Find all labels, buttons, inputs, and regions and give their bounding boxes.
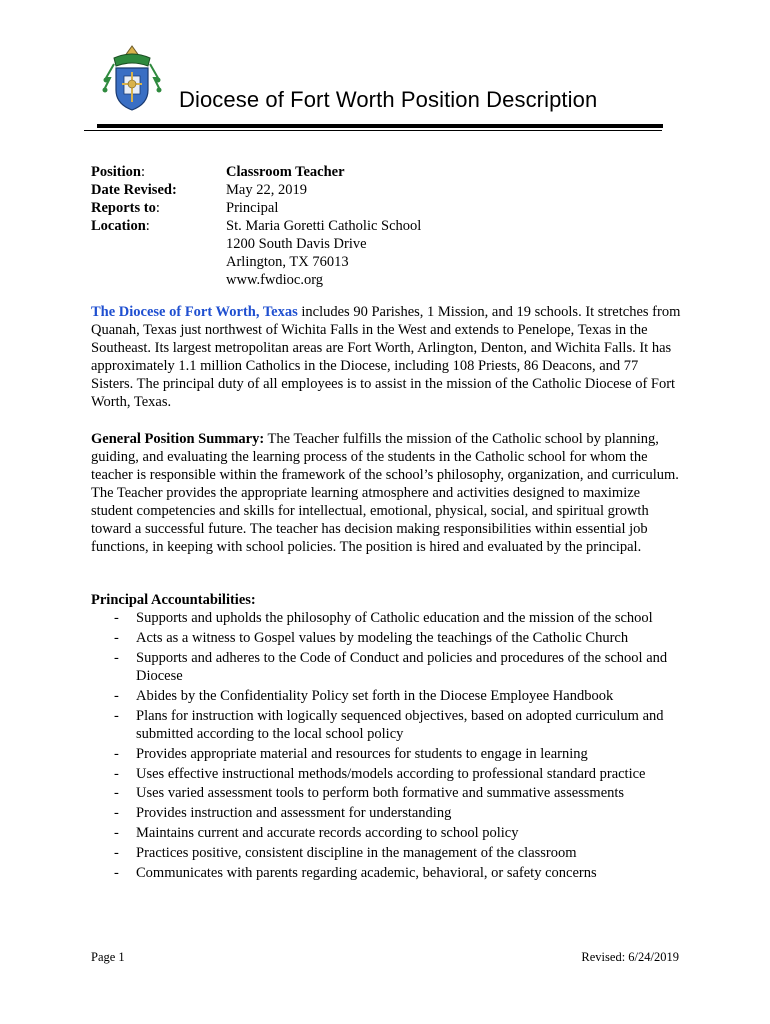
list-item-text: Acts as a witness to Gospel values by modeling the teachings of the Catholic Church xyxy=(136,629,629,646)
list-item-text: Provides appropriate material and resources for students to engage in learning xyxy=(136,745,588,762)
bullet-dash: - xyxy=(114,745,119,762)
info-value-position: Classroom Teacher xyxy=(226,164,345,180)
list-item xyxy=(91,629,681,647)
info-value-address: 1200 South Davis Drive xyxy=(226,236,367,252)
accountabilities-list xyxy=(91,609,681,883)
list-item xyxy=(91,649,681,686)
bullet-dash: - xyxy=(114,629,119,646)
bullet-dash: - xyxy=(114,610,119,626)
info-value-location: St. Maria Goretti Catholic School xyxy=(226,218,422,234)
info-label-location: Location xyxy=(91,218,146,234)
diocese-intro-paragraph xyxy=(91,303,681,411)
list-item xyxy=(91,784,681,802)
bullet-dash: - xyxy=(114,649,119,666)
list-item-text: Abides by the Confidentiality Policy set forth in the Diocese Employee Handbook xyxy=(136,687,614,704)
intro-text: includes 90 Parishes, 1 Mission, and 19 schools. It stretches from Quanah, Texas just northwest of Wichita Falls in the West and extends to Penelope, Texas in the Southeast. Its largest metropolitan areas are Fort Worth, Arlington, Denton, and Wichita Falls. It has approximately 1.1 million Catholics in the Diocese, including 108 Priests, 86 Deacons, and 77 Sisters. The principal duty of all employees is to assist in the mission of the Catholic Diocese of Fort Worth, Texas. xyxy=(91,304,681,410)
general-position-summary xyxy=(91,430,681,556)
info-value-website: www.fwdioc.org xyxy=(226,272,324,288)
info-row-reports-to: Reports to: Principal xyxy=(91,200,279,216)
info-value-date-revised: May 22, 2019 xyxy=(226,182,307,198)
info-row-city xyxy=(91,253,421,271)
bullet-dash: - xyxy=(114,824,119,841)
bullet-dash: - xyxy=(114,765,119,782)
info-label-date-revised: Date Revised: xyxy=(91,182,177,198)
list-item-text: Communicates with parents regarding academic, behavioral, or safety concerns xyxy=(136,864,597,881)
bullet-dash: - xyxy=(114,687,119,704)
bullet-dash: - xyxy=(114,707,119,724)
list-item xyxy=(91,824,681,842)
list-item-text: Provides instruction and assessment for understanding xyxy=(136,805,452,822)
footer-revised-date: Revised: 6/24/2019 xyxy=(581,950,679,964)
info-row-address xyxy=(91,235,421,253)
diocese-link[interactable]: The Diocese of Fort Worth, Texas xyxy=(91,304,298,320)
info-value-city: Arlington, TX 76013 xyxy=(226,254,349,270)
list-item xyxy=(91,687,681,705)
summary-heading: General Position Summary: xyxy=(91,431,265,447)
list-item-text: Plans for instruction with logically sequenced objectives, based on adopted curriculum and submitted according to the local school policy xyxy=(136,707,664,742)
info-value-reports-to: Principal xyxy=(226,200,279,216)
bullet-dash: - xyxy=(114,844,119,861)
summary-text: The Teacher fulfills the mission of the Catholic school by planning, guiding, and evaluating the learning process of the students in the Catholic school for whom the teacher is responsible within the framework of the school’s philosophy, organization, and curriculum. The Teacher provides the appropriate learning atmosphere and activities designed to maximize student competencies and skills for intellectual, emotional, physical, social, and spiritual growth toward a successful future. The teacher has decision making responsibilities within essential job functions, in keeping with school policies. The position is hired and evaluated by the principal. xyxy=(91,431,679,555)
list-item xyxy=(91,707,681,744)
list-item-text: Supports and adheres to the Code of Conduct and policies and procedures of the school and Diocese xyxy=(136,649,668,684)
list-item xyxy=(91,864,681,882)
bullet-dash: - xyxy=(114,785,119,802)
page-title: Diocese of Fort Worth Position Description xyxy=(179,87,598,112)
header-divider-thick xyxy=(97,124,663,128)
diocese-crest-logo xyxy=(100,44,164,114)
info-label-reports-to: Reports to xyxy=(91,200,156,216)
list-item-text: Supports and upholds the philosophy of Catholic education and the mission of the school xyxy=(136,610,653,626)
info-label-position: Position xyxy=(91,164,141,180)
info-row-date-revised xyxy=(91,181,421,199)
position-info-block xyxy=(91,163,421,289)
list-item-text: Maintains current and accurate records according to school policy xyxy=(136,824,519,841)
header-divider-thin xyxy=(84,130,662,131)
bullet-dash: - xyxy=(114,864,119,881)
list-item-text: Uses varied assessment tools to perform both formative and summative assessments xyxy=(136,785,625,802)
list-item xyxy=(91,844,681,862)
bullet-dash: - xyxy=(114,805,119,822)
info-row-location: Location: St. Maria Goretti Catholic School xyxy=(91,218,422,234)
info-row-website xyxy=(91,271,421,289)
footer-page-number: Page 1 xyxy=(91,950,125,964)
info-row-position: Position: Classroom Teacher xyxy=(91,164,345,180)
list-item xyxy=(91,745,681,763)
list-item-text: Uses effective instructional methods/models according to professional standard practice xyxy=(136,765,646,782)
list-item xyxy=(91,765,681,783)
list-item xyxy=(91,804,681,822)
list-item-text: Practices positive, consistent discipline in the management of the classroom xyxy=(136,844,577,861)
accountabilities-heading: Principal Accountabilities: xyxy=(91,592,256,608)
list-item xyxy=(91,609,681,627)
